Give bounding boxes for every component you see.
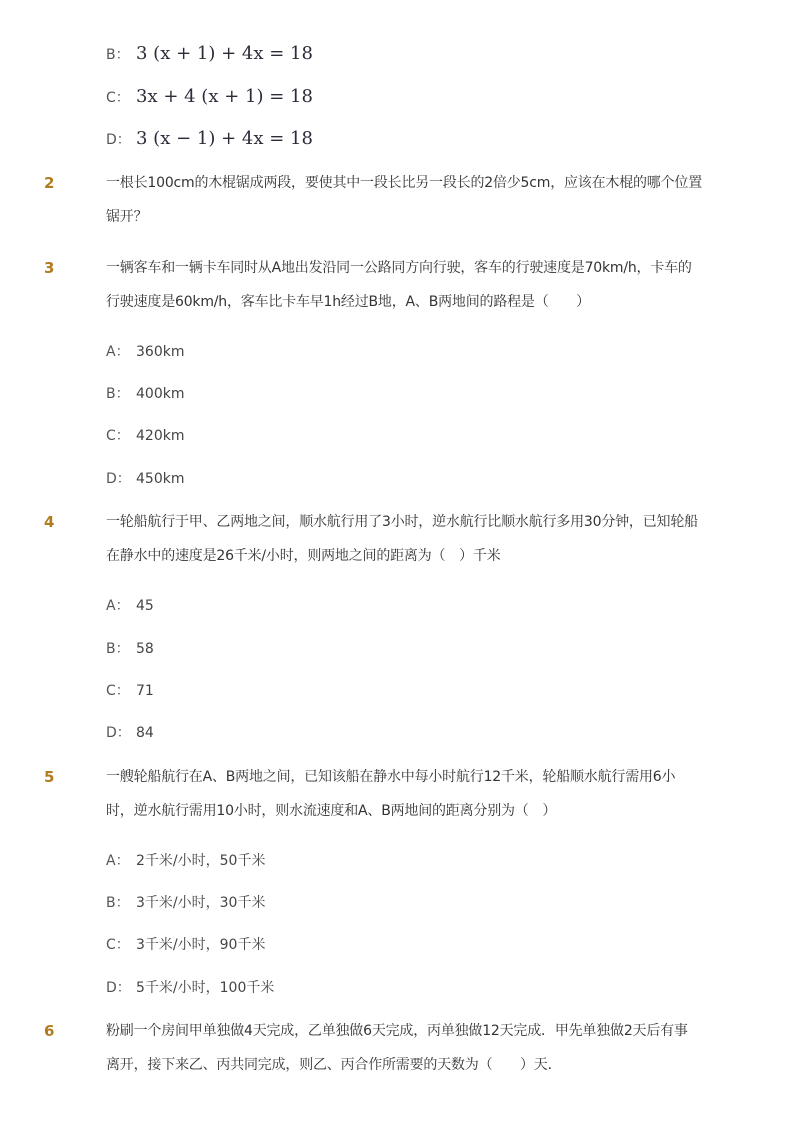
q1-option-c[interactable]	[106, 87, 313, 108]
option-text: 71	[136, 683, 154, 699]
option-text: 3千米/小时，30千米	[136, 895, 266, 911]
q4-option-a[interactable]	[106, 596, 154, 616]
q5-option-c[interactable]	[106, 935, 265, 955]
question-number: 4	[44, 513, 55, 531]
q5-option-a[interactable]	[106, 851, 265, 871]
question-text	[106, 166, 716, 234]
option-text: 360km	[136, 344, 185, 360]
option-letter: B：	[106, 47, 130, 63]
option-text: 2千米/小时，50千米	[136, 853, 266, 869]
option-letter: B：	[106, 386, 130, 402]
question-text	[106, 760, 716, 828]
q3-option-d[interactable]	[106, 469, 184, 489]
option-letter: C：	[106, 90, 130, 106]
q5-option-d[interactable]	[106, 978, 274, 998]
option-text: 84	[136, 725, 154, 741]
q4-option-b[interactable]	[106, 639, 154, 659]
q3-option-b[interactable]	[106, 384, 184, 404]
question-text-line: 一轮船航行于甲、乙两地之间，顺水航行用了3小时，逆水航行比顺水航行多用30分钟，已知轮船	[106, 514, 698, 530]
option-letter: D：	[106, 980, 131, 996]
q4-option-c[interactable]	[106, 681, 154, 701]
option-text: 3千米/小时，90千米	[136, 937, 266, 953]
option-letter: A：	[106, 598, 130, 614]
question-text	[106, 505, 716, 573]
question-text-line: 时，逆水航行需用10小时，则水流速度和A、B两地间的距离分别为（ ）	[106, 803, 557, 819]
option-text: 45	[136, 598, 154, 614]
option-text: 5千米/小时，100千米	[136, 980, 275, 996]
option-letter: A：	[106, 344, 130, 360]
option-text: 400km	[136, 386, 185, 402]
question-text-line: 行驶速度是60km/h，客车比卡车早1h经过B地，A、B两地间的路程是（ ）	[106, 294, 590, 310]
question-text	[106, 251, 716, 319]
option-equation: 3 (x + 1) + 4x = 18	[136, 43, 313, 64]
option-letter: C：	[106, 683, 130, 699]
q1-option-b[interactable]	[106, 44, 313, 65]
q5-option-b[interactable]	[106, 893, 265, 913]
question-text-line: 锯开？	[106, 209, 148, 225]
option-letter: C：	[106, 428, 130, 444]
option-text: 420km	[136, 428, 185, 444]
option-text: 450km	[136, 471, 185, 487]
question-number: 5	[44, 768, 55, 786]
question-text	[106, 1014, 716, 1082]
question-number: 6	[44, 1022, 55, 1040]
option-letter: D：	[106, 725, 131, 741]
question-text-line: 在静水中的速度是26千米/小时，则两地之间的距离为（ ）千米	[106, 548, 501, 564]
option-letter: B：	[106, 895, 130, 911]
q1-option-d[interactable]	[106, 129, 313, 150]
option-letter: B：	[106, 641, 130, 657]
q3-option-c[interactable]	[106, 426, 184, 446]
question-number: 2	[44, 174, 55, 192]
question-text-line: 粉刷一个房间甲单独做4天完成，乙单独做6天完成，丙单独做12天完成．甲先单独做2天后有事	[106, 1023, 688, 1039]
option-equation: 3 (x − 1) + 4x = 18	[136, 128, 313, 149]
option-letter: D：	[106, 132, 131, 148]
question-number: 3	[44, 259, 55, 277]
option-equation: 3x + 4 (x + 1) = 18	[136, 86, 313, 107]
question-text-line: 一艘轮船航行在A、B两地之间，已知该船在静水中每小时航行12千米，轮船顺水航行需用6小	[106, 769, 676, 785]
q3-option-a[interactable]	[106, 342, 184, 362]
option-text: 58	[136, 641, 154, 657]
question-text-line: 一根长100cm的木棍锯成两段，要使其中一段长比另一段长的2倍少5cm，应该在木棍的哪个位置	[106, 175, 703, 191]
option-letter: A：	[106, 853, 130, 869]
q4-option-d[interactable]	[106, 723, 154, 743]
question-text-line: 离开，接下来乙、丙共同完成，则乙、丙合作所需要的天数为（ ）天．	[106, 1057, 562, 1073]
option-letter: D：	[106, 471, 131, 487]
option-letter: C：	[106, 937, 130, 953]
question-text-line: 一辆客车和一辆卡车同时从A地出发沿同一公路同方向行驶，客车的行驶速度是70km/h，卡车的	[106, 260, 692, 276]
